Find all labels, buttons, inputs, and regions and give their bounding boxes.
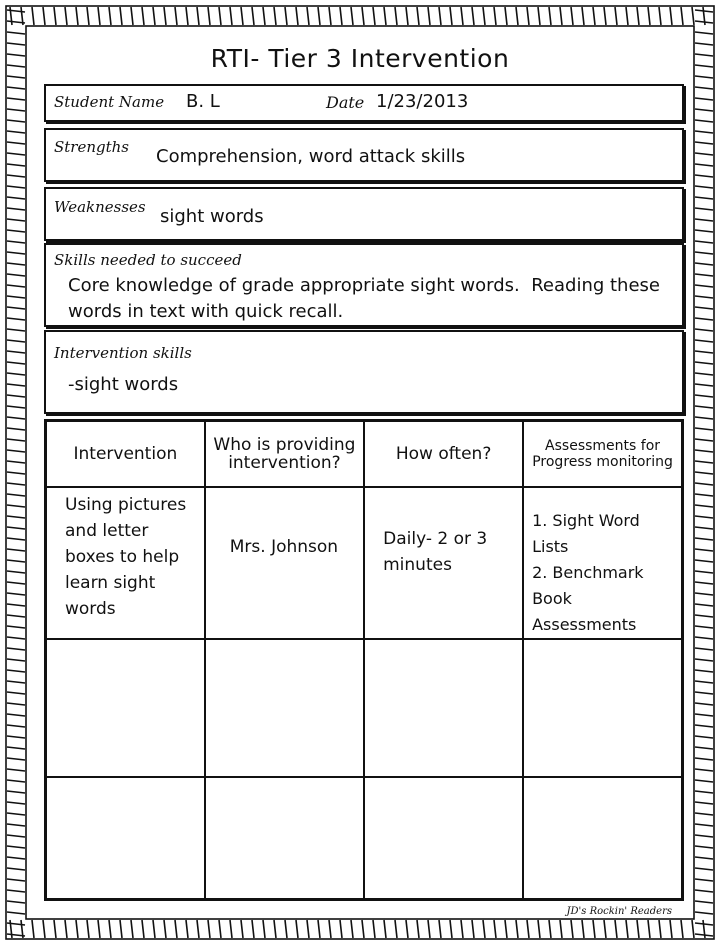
table-cell-empty[interactable] xyxy=(205,639,364,777)
page-title: RTI- Tier 3 Intervention xyxy=(210,44,510,73)
strengths-label: Strengths xyxy=(54,138,129,156)
table-cell-empty[interactable] xyxy=(364,639,523,777)
intervention-skills-label: Intervention skills xyxy=(54,344,192,362)
header-intervention: Intervention xyxy=(73,444,178,464)
intervention-skills-box xyxy=(44,330,684,414)
table-cell-empty[interactable] xyxy=(205,777,364,900)
weaknesses-box xyxy=(44,187,684,241)
weaknesses-label: Weaknesses xyxy=(54,198,146,216)
skills-needed-label: Skills needed to succeed xyxy=(54,251,242,269)
header-provider: Who is providing intervention? xyxy=(213,435,356,473)
header-cell xyxy=(205,421,364,488)
cell-frequency: Daily- 2 or 3 minutes xyxy=(383,529,488,575)
intervention-skills-value: -sight words xyxy=(68,374,179,395)
table-row xyxy=(46,487,683,639)
student-name-value: B. L xyxy=(186,91,220,112)
table-cell-empty[interactable] xyxy=(46,639,205,777)
table-cell xyxy=(523,487,682,639)
header-cell xyxy=(523,421,682,488)
cell-intervention: Using pictures and letter boxes to help learn sight words xyxy=(65,495,187,619)
table-header-row xyxy=(46,421,683,488)
table-cell xyxy=(205,487,364,639)
skills-needed-box xyxy=(44,243,684,327)
footer-credit: JD's Rockin' Readers xyxy=(566,906,672,917)
table-cell-empty[interactable] xyxy=(523,639,682,777)
table-cell xyxy=(46,487,205,639)
table-cell-empty[interactable] xyxy=(523,777,682,900)
header-frequency: How often? xyxy=(395,444,492,464)
skills-needed-line2: words in text with quick recall. xyxy=(68,301,344,322)
cell-provider: Mrs. Johnson xyxy=(229,537,339,557)
date-label: Date xyxy=(326,93,365,112)
student-info-box xyxy=(44,84,684,122)
strengths-box xyxy=(44,128,684,182)
table-row xyxy=(46,777,683,900)
cell-assessments: 1. Sight Word Lists 2. Benchmark Book Assessments xyxy=(532,511,644,634)
date-value: 1/23/2013 xyxy=(376,91,469,112)
strengths-value: Comprehension, word attack skills xyxy=(156,146,466,167)
header-cell xyxy=(46,421,205,488)
table-cell-empty[interactable] xyxy=(46,777,205,900)
intervention-table xyxy=(44,419,684,901)
header-cell xyxy=(364,421,523,488)
table-cell xyxy=(364,487,523,639)
table-cell-empty[interactable] xyxy=(364,777,523,900)
student-name-label: Student Name xyxy=(54,93,165,111)
table-row xyxy=(46,639,683,777)
header-assessments: Assessments for Progress monitoring xyxy=(532,438,673,470)
weaknesses-value: sight words xyxy=(160,206,264,227)
skills-needed-line1: Core knowledge of grade appropriate sight words. Reading these xyxy=(68,275,660,296)
